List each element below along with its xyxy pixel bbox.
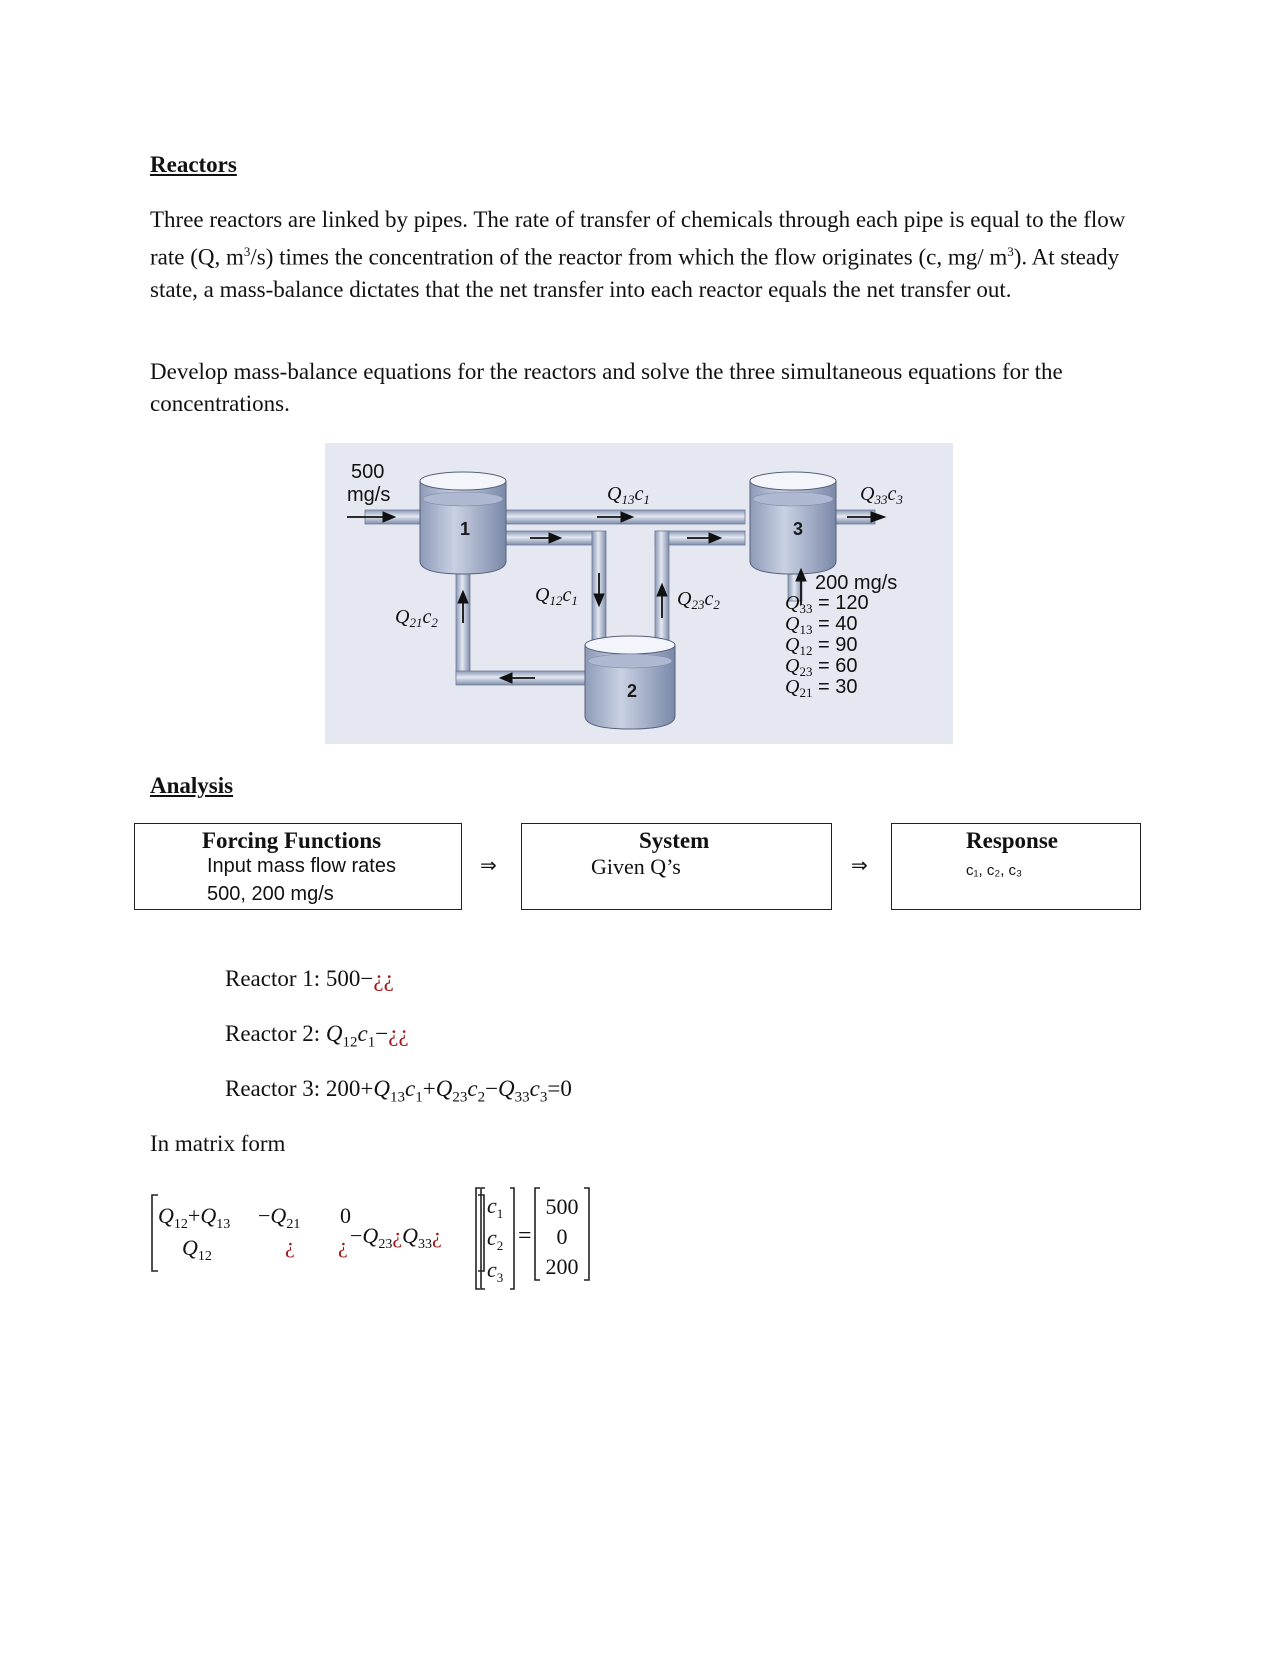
broken-glyph: ¿ [398, 1021, 409, 1046]
matrix-equation [148, 1185, 608, 1295]
reactor-3-equation: Reactor 3: $200+Q_{13}c_1+Q_{23}c_2-Q_{33}c_3=0$ [225, 1076, 572, 1106]
unknown-vector-left-bracket [476, 1188, 480, 1289]
intro-text-part-3: ). At steady state, a mass-balance dictates that the net transfer into each reactor equals the net transfer out. [150, 244, 1120, 302]
superscript: 3 [243, 244, 251, 259]
forcing-functions-line2: 500, 200 mg/s [207, 883, 334, 905]
forcing-functions-line1: Input mass flow rates [207, 855, 396, 877]
flow-value-q33: $Q_{33} = 120$ [785, 592, 869, 616]
forcing-functions-title: Forcing Functions [202, 828, 382, 853]
matrix-cell-2-2: ¿ [285, 1233, 295, 1258]
page-title: Reactors [150, 152, 237, 177]
flow-values-list [785, 592, 869, 700]
q12c1-label: $Q_{12}c_1$ [535, 584, 578, 608]
unknown-vector-right-bracket [510, 1188, 514, 1289]
flow-value-q13: $Q_{13} = 40$ [785, 613, 858, 637]
q21c2-label: $Q_{21}c_2$ [395, 606, 438, 630]
system-line1: Given Q’s [591, 854, 681, 879]
response-title: Response [966, 828, 1059, 853]
input-1-value: 500 [351, 461, 385, 483]
broken-glyph: ¿ [373, 966, 384, 991]
equals-sign: = [518, 1223, 532, 1249]
intro-text-part-1: Three reactors are linked by pipes. The rate of transfer of chemicals through each pipe is equal to the flow rate (Q, m [150, 207, 1126, 270]
unknown-c2: $c_2$ [487, 1225, 504, 1253]
matrix-cell-2-3: ¿ [338, 1233, 348, 1258]
system-box [521, 823, 832, 910]
matrix-cell-1-1: $Q_{12}+Q_{13}$ [158, 1203, 231, 1232]
response-box [891, 823, 1141, 910]
flow-value-q23: $Q_{23} = 60$ [785, 655, 858, 679]
matrix-cell-1-2: $-Q_{21}$ [258, 1203, 301, 1232]
matrix-row-3: $-Q_{23}¿Q_{33}¿$ [350, 1223, 442, 1252]
reactor-diagram [325, 443, 953, 744]
flow-value-q21: $Q_{21} = 30$ [785, 676, 858, 700]
task-paragraph: Develop mass-balance equations for the reactors and solve the three simultaneous equations for the concentrations. [150, 359, 1063, 416]
intro-text-part-2: /s) times the concentration of the reactor from which the flow originates (c, mg/ m [250, 244, 1008, 270]
implies-arrow-icon: ⇒ [480, 853, 497, 877]
reactor-2-label: Reactor 2: [225, 1021, 326, 1046]
matrix-cell-1-3: 0 [340, 1203, 351, 1228]
q13c1-label: $Q_{13}c_1$ [607, 483, 650, 507]
flow-value-q12: $Q_{12} = 90$ [785, 634, 858, 658]
reactor-3-label: 3 [792, 519, 804, 539]
implies-arrow-icon: ⇒ [851, 853, 868, 877]
unknown-c1: $c_1$ [487, 1193, 504, 1221]
rhs-value: 0 [556, 1224, 568, 1249]
input-3-label: 200 mg/s [815, 572, 898, 594]
q33c3-label: $Q_{33}c_3$ [860, 483, 903, 507]
reactor-2-label: 2 [626, 681, 638, 701]
input-1-unit: mg/s [347, 484, 391, 506]
rhs-vector-left-bracket [535, 1188, 540, 1280]
rhs-vector-right-bracket [584, 1188, 589, 1280]
reactor-1-label: Reactor 1: [225, 966, 326, 991]
q23c2-label: $Q_{23}c_2$ [677, 588, 720, 612]
reactor-3-label: Reactor 3: [225, 1076, 326, 1101]
forcing-functions-box [134, 823, 462, 910]
unknown-c3: $c_3$ [487, 1257, 504, 1285]
superscript: 3 [1007, 244, 1014, 259]
matrix-intro: In matrix form [150, 1131, 286, 1156]
intro-paragraph [150, 204, 1140, 306]
reactor-2-equation: Reactor 2: $Q_{12}c_1-¿¿$ [225, 1021, 409, 1051]
matrix-cell-2-1: $Q_{12}$ [182, 1235, 212, 1264]
response-line1: c₁, c₂, c₃ [966, 862, 1023, 879]
reactor-1-equation: Reactor 1: 500−¿¿ [225, 966, 394, 991]
broken-glyph: ¿ [388, 1021, 399, 1046]
reactor-1-label: 1 [459, 519, 471, 539]
broken-glyph: ¿ [383, 966, 394, 991]
system-title: System [639, 828, 710, 853]
rhs-value: 200 [545, 1254, 579, 1279]
analysis-heading: Analysis [150, 773, 234, 798]
rhs-value: 500 [545, 1194, 579, 1219]
